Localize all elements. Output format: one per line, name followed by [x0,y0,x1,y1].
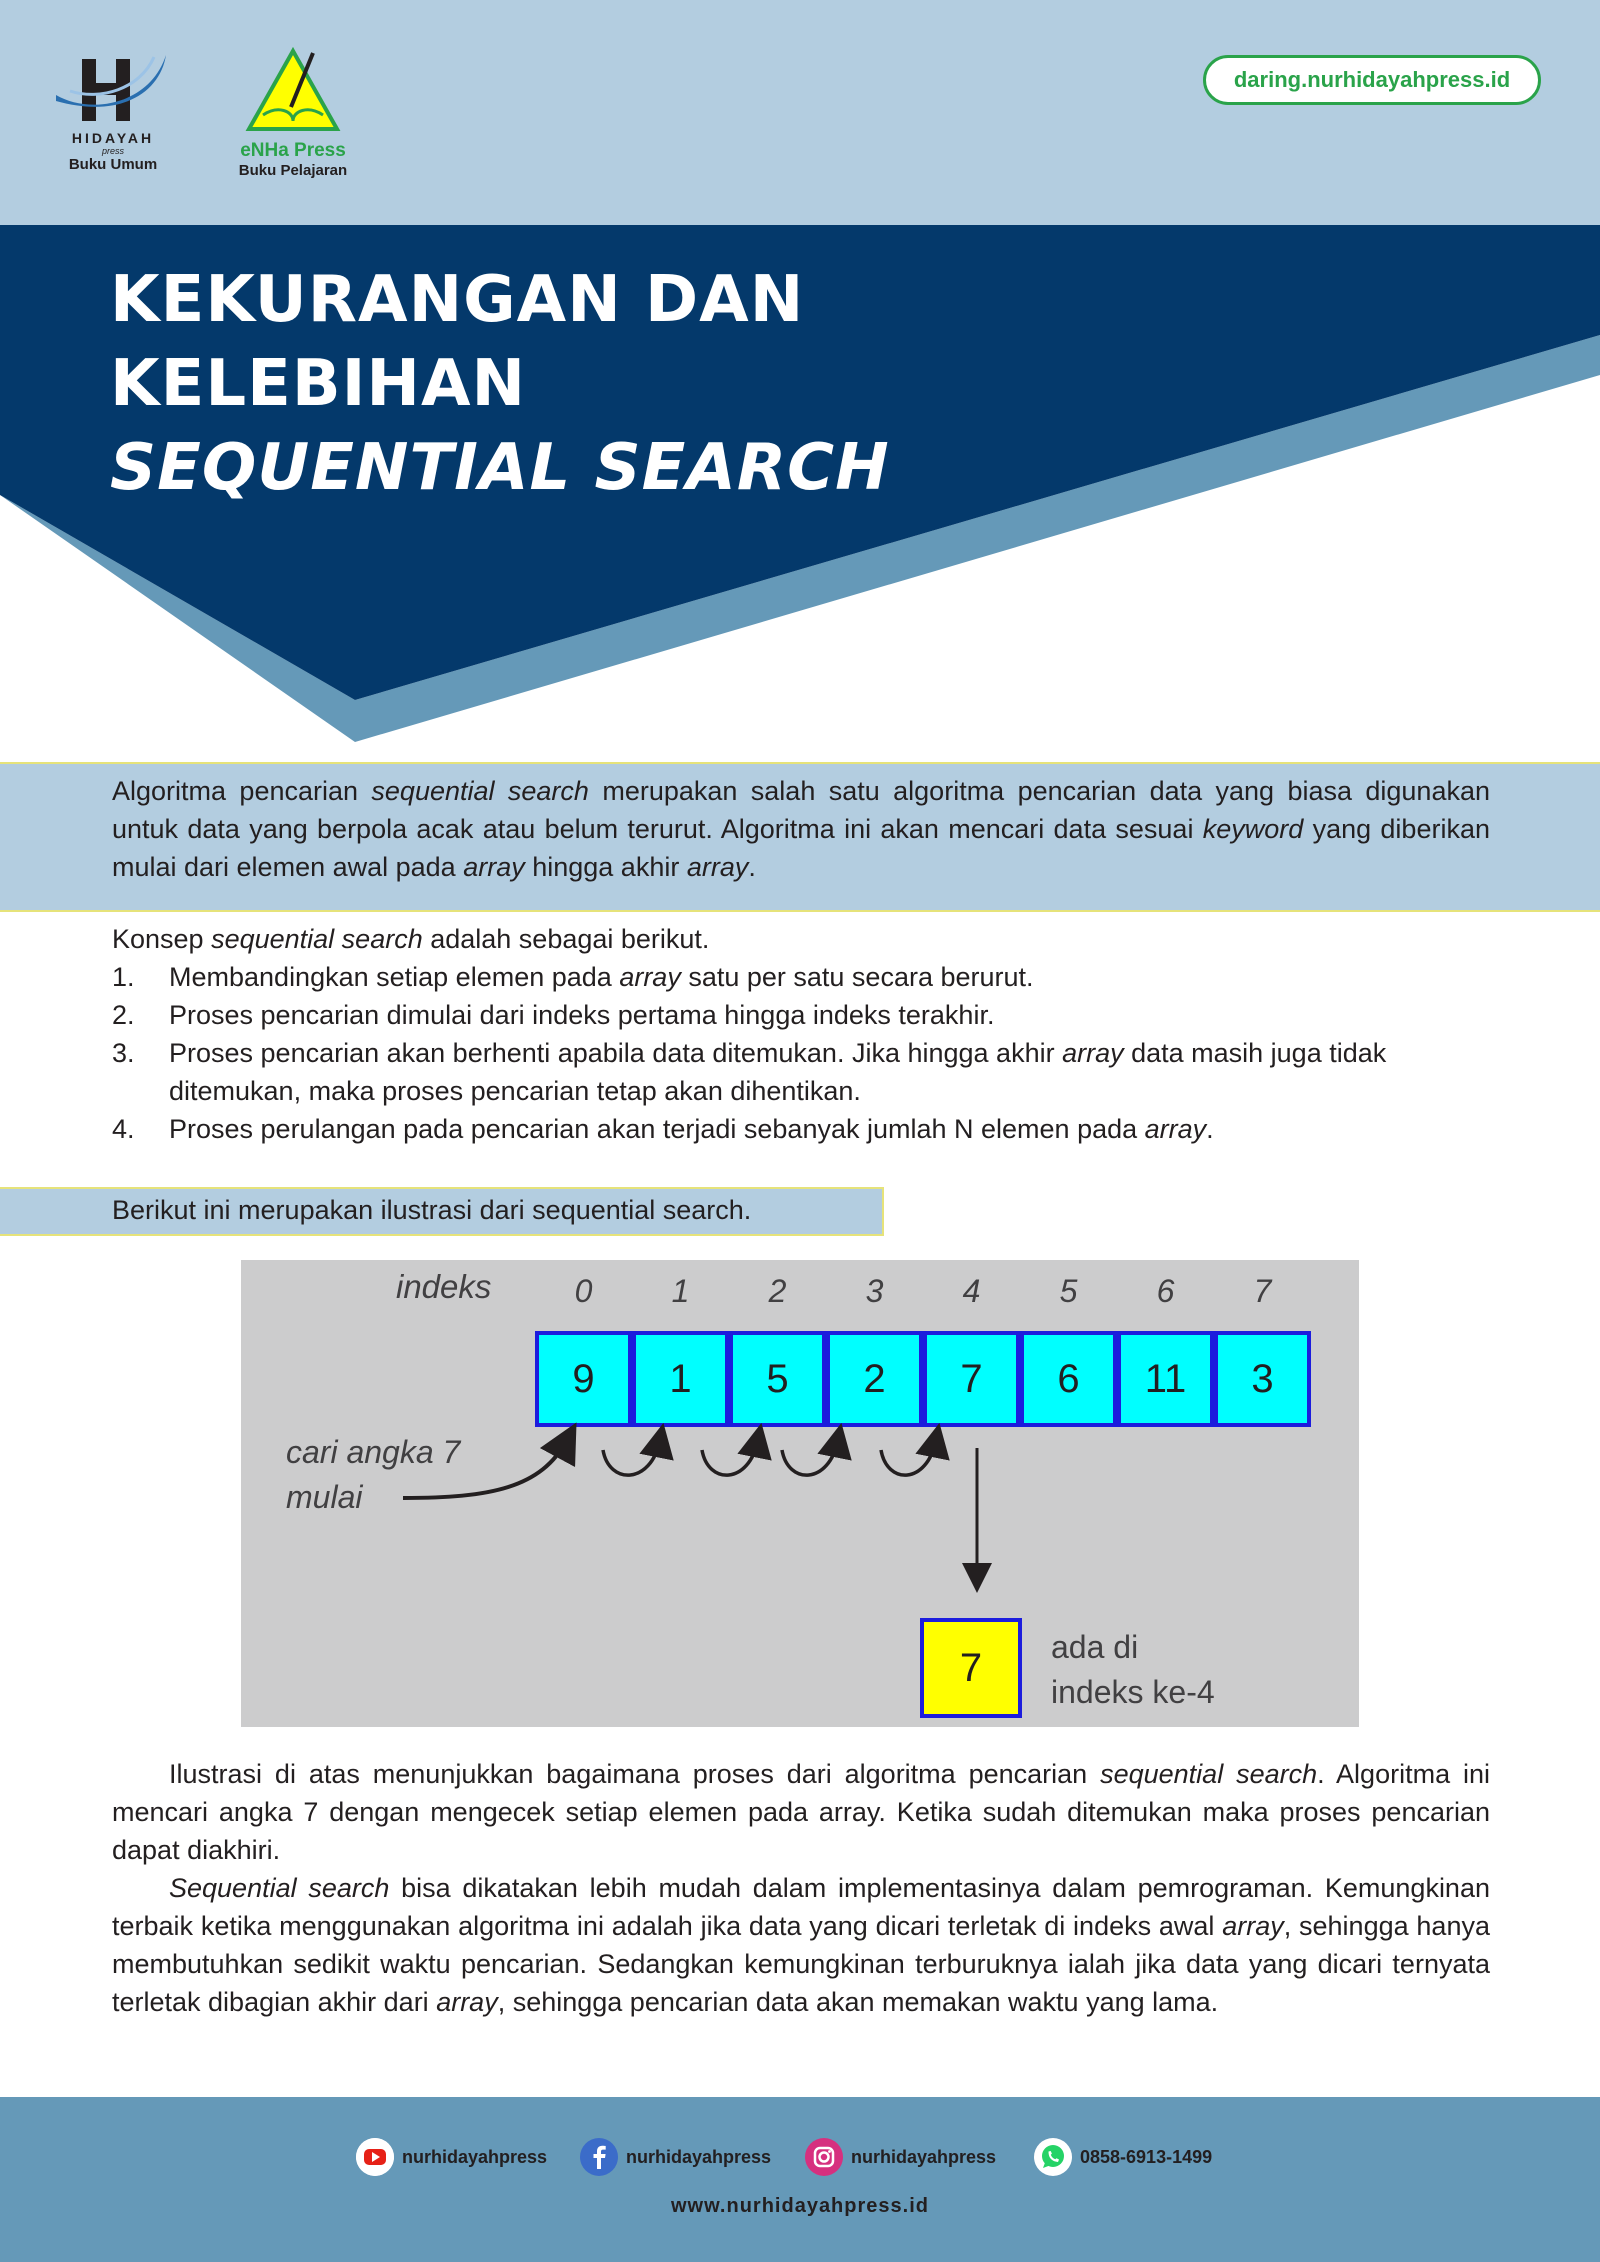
index-label: 3 [865,1273,884,1309]
index-label: 1 [671,1273,690,1309]
list-text-end: . [1206,1114,1214,1144]
whatsapp-icon [1034,2138,1072,2176]
hidayah-caption: Buku Umum [68,156,158,173]
title-line-1: KEKURANGAN DAN [110,263,805,337]
intro-text-3: yang diberikan mulai dari elemen awal pada [112,814,1490,882]
intro-text-1: Algoritma pencarian [112,776,372,806]
site-link[interactable]: daring.nurhidayahpress.id [1203,55,1541,105]
concept-lead-em: sequential search [211,924,423,954]
intro-em-1: sequential search [371,776,589,806]
hidayah-logo [50,45,176,173]
facebook-link[interactable] [580,2137,771,2177]
list-number: 3. [112,1038,135,1068]
hop-arrow [702,1440,758,1475]
list-item [112,958,1490,996]
list-text-end: satu per satu secara berurut. [680,962,1034,992]
found-value-box: 7 [920,1618,1022,1718]
list-number: 4. [112,1114,135,1144]
footer-url[interactable]: www.nurhidayahpress.id [671,2195,929,2217]
index-label: 4 [962,1273,981,1309]
list-text: Proses pencarian akan berhenti apabila data ditemukan. Jika hingga akhir [169,1038,1063,1068]
list-number: 1. [112,962,135,992]
concept-lead [112,920,1490,958]
intro-em-3: array [463,852,525,882]
list-text-end: data masih juga tidak ditemukan, maka proses pencarian tetap akan dihentikan. [169,1038,1387,1106]
array-cell: 7 [923,1331,1020,1427]
found-label-line-2: indeks ke-4 [1051,1674,1215,1710]
sequential-search-illustration [241,1260,1359,1727]
concept-lead-end: adalah sebagai berikut. [422,924,710,954]
facebook-handle: nurhidayahpress [626,2146,772,2167]
array-cell: 5 [729,1331,826,1427]
instagram-link[interactable] [805,2137,996,2177]
list-em: array [619,962,681,992]
intro-paragraph [112,772,1490,886]
list-text: Proses perulangan pada pencarian akan terjadi sebanyak jumlah N elemen pada [169,1114,1145,1144]
index-label: 0 [574,1273,593,1309]
list-item [112,996,1490,1034]
intro-text-4: hingga akhir [524,852,687,882]
index-label: 6 [1156,1273,1175,1309]
index-label: 5 [1059,1273,1078,1309]
found-label [1051,1625,1301,1715]
para1-text: Ilustrasi di atas menunjukkan bagaimana proses dari algoritma pencarian [169,1759,1101,1789]
para2-text-2: , sehingga hanya membutuhkan sedikit waktu pencarian. Sedangkan kemungkinan terburuknya ialah jika data yang dicari ternyata terletak dibagian akhir dari [112,1911,1490,2017]
youtube-handle: nurhidayahpress [402,2146,548,2167]
para2-text-3: , sehingga pencarian data akan memakan waktu yang lama. [497,1987,1219,2017]
list-text: Membandingkan setiap elemen pada [169,962,620,992]
start-label-line-1: cari angka 7 [286,1434,461,1470]
list-em: array [1144,1114,1207,1144]
explanation-paragraph-1 [112,1755,1490,1869]
hidayah-sub: press [101,146,124,156]
footer [0,2097,1600,2262]
hidayah-name: HIDAYAH [71,130,155,146]
array-cell: 3 [1214,1331,1311,1427]
para2-em-1: Sequential search [169,1873,390,1903]
index-label: 7 [1253,1273,1272,1309]
array-cell: 11 [1117,1331,1214,1427]
hop-arrow [782,1440,838,1475]
explanation-text [112,1755,1490,2021]
list-text: Proses pencarian dimulai dari indeks pertama hingga indeks terakhir. [169,1000,995,1030]
list-number: 2. [112,1000,135,1030]
hop-arrow [881,1440,936,1475]
array-cell: 9 [535,1331,632,1427]
concept-lead-text: Konsep [112,924,212,954]
list-item [112,1034,1490,1110]
whatsapp-link[interactable] [1034,2137,1212,2177]
title-line-2: KELEBIHAN [110,347,527,421]
youtube-icon [356,2138,394,2176]
enha-logo [223,45,363,179]
hidayah-logo-icon [50,45,176,125]
facebook-icon [580,2138,618,2176]
youtube-link[interactable] [356,2137,547,2177]
para2-em-3: array [436,1987,498,2017]
intro-text-5: . [748,852,756,882]
hop-arrow [603,1440,660,1475]
enha-caption: Buku Pelajaran [238,162,348,179]
concept-list [112,958,1490,1148]
start-label-line-2: mulai [286,1479,363,1515]
enha-name: eNHa Press [240,140,346,161]
indeks-label: indeks [396,1268,492,1305]
whatsapp-number: 0858-6913-1499 [1080,2146,1213,2167]
para1-em: sequential search [1100,1759,1318,1789]
para2-text-1: bisa dikatakan lebih mudah dalam implementasinya dalam pemrograman. Kemungkinan terbaik ketika menggunakan algoritma ini adalah jika data yang dicari terletak di indeks awal [112,1873,1490,1941]
enha-logo-icon [243,45,343,135]
para1-text-end: . Algoritma ini mencari angka 7 dengan mengecek setiap elemen pada array. Ketika sudah ditemukan maka proses pencarian dapat diakhiri. [112,1759,1491,1865]
illustration-heading: Berikut ini merupakan ilustrasi dari sequential search. [112,1195,752,1225]
instagram-icon [805,2138,843,2176]
page-title [110,258,890,510]
array-cell: 2 [826,1331,923,1427]
intro-em-2: keyword [1202,814,1304,844]
intro-text-2: merupakan salah satu algoritma pencarian data yang biasa digunakan untuk data yang berpola acak atau belum terurut. Algoritma ini akan mencari data sesuai [112,776,1490,844]
instagram-handle: nurhidayahpress [851,2146,997,2167]
index-label: 2 [768,1273,787,1309]
array-cell: 6 [1020,1331,1117,1427]
found-label-line-1: ada di [1051,1629,1139,1665]
intro-em-4: array [686,852,749,882]
list-item [112,1110,1490,1148]
array-cell: 1 [632,1331,729,1427]
explanation-paragraph-2 [112,1869,1490,2021]
start-label [286,1430,546,1520]
para2-em-2: array [1222,1911,1284,1941]
concept-block [112,920,1490,1148]
title-line-3: SEQUENTIAL SEARCH [110,431,890,505]
list-em: array [1062,1038,1124,1068]
